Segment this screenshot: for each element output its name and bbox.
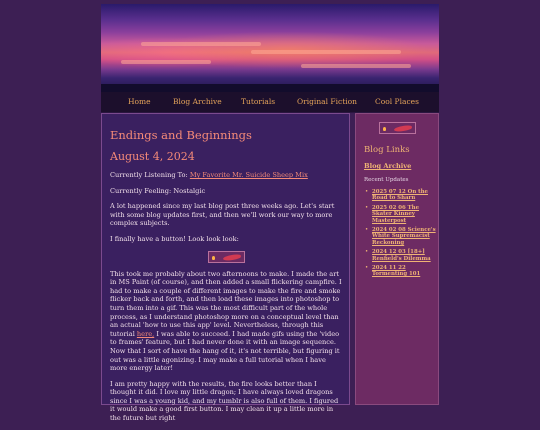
post-date: August 4, 2024 xyxy=(110,150,195,163)
nav-cool-places-link[interactable]: Cool Places xyxy=(375,97,419,106)
campfire-icon xyxy=(212,256,215,260)
nav-home-link[interactable]: Home xyxy=(128,97,151,106)
currently-feeling: Currently Feeling: Nostalgic xyxy=(110,186,206,195)
list-item[interactable]: • 2025 07 12 On the Road to Sharn xyxy=(364,189,436,202)
sunset-banner-image xyxy=(101,4,439,92)
blog-post-panel xyxy=(101,113,350,423)
dragon-icon xyxy=(222,253,241,260)
campfire-icon xyxy=(383,127,386,131)
recent-updates-label: Recent Updates xyxy=(364,177,409,183)
post-title: Endings and Beginnings xyxy=(110,128,252,142)
list-item[interactable]: • 2025 02 06 The Skater Kinney Masterpost xyxy=(364,205,436,224)
post-paragraph-1: A lot happened since my last blog post three weeks ago. Let's start with some blog updates first, and then we'll work our way to more complex subjects. xyxy=(110,202,335,228)
nav-blog-archive-link[interactable]: Blog Archive xyxy=(173,97,222,106)
para3-text-b: I was able to succeed. I had made gifs using the 'video to frames' feature, but I had never done it with an image sequence. Now that I sort of have the hang of it, it's not terrible, but figuring it out was a little agonizing. I may make a full tutorial when I have more energy later! xyxy=(110,329,340,373)
sidebar-blog-archive-link[interactable]: Blog Archive xyxy=(364,162,412,170)
top-nav xyxy=(101,92,439,113)
sidebar xyxy=(355,113,439,405)
post-paragraph-3 xyxy=(110,270,342,373)
list-item[interactable]: • 2024 11 22 Tormenting 101 xyxy=(364,265,436,278)
list-item[interactable]: • 2024 02 08 Science's White Supremacist Reckoning xyxy=(364,227,436,246)
sidebar-dragon-button-image[interactable] xyxy=(379,122,416,134)
currently-listening xyxy=(110,171,342,180)
dragon-icon xyxy=(393,125,412,132)
listening-link[interactable]: My Favorite Mr. Suicide Sheep Mix xyxy=(189,171,308,179)
nav-original-fiction-link[interactable]: Original Fiction xyxy=(297,97,357,106)
post-paragraph-2: I finally have a button! Look look look: xyxy=(110,234,239,243)
sidebar-heading: Blog Links xyxy=(364,145,410,155)
para3-text-a: This took me probably about two afternoons to make. I made the art in MS Paint (of course), and then added a small flickering campfire. I had to make a couple of different images to make the fire and smoke flicker back and forth, and then load these images into photoshop to turn them into a gif. This was the most difficult part of the whole process, as I understand photoshop more on a conceptual level than an actual 'how to use this app' level. Nevertheless, through this tutorial xyxy=(110,269,342,338)
listening-label: Currently Listening To: xyxy=(110,171,190,179)
recent-updates-list xyxy=(364,189,436,281)
dragon-button-image[interactable] xyxy=(208,251,245,263)
tutorial-link[interactable]: here, xyxy=(136,329,155,338)
post-paragraph-4: I am pretty happy with the results, the fire looks better than I thought it did. I love my little dragon; I have always loved dragons since I was a young kid, and my tumblr is also full of them. I figured it would make a good first button. I may clean it up a little more in the future but right xyxy=(110,379,339,423)
nav-tutorials-link[interactable]: Tutorials xyxy=(241,97,276,106)
list-item[interactable]: • 2024 12 03 [18+] Renfield's Dilemma xyxy=(364,249,436,262)
